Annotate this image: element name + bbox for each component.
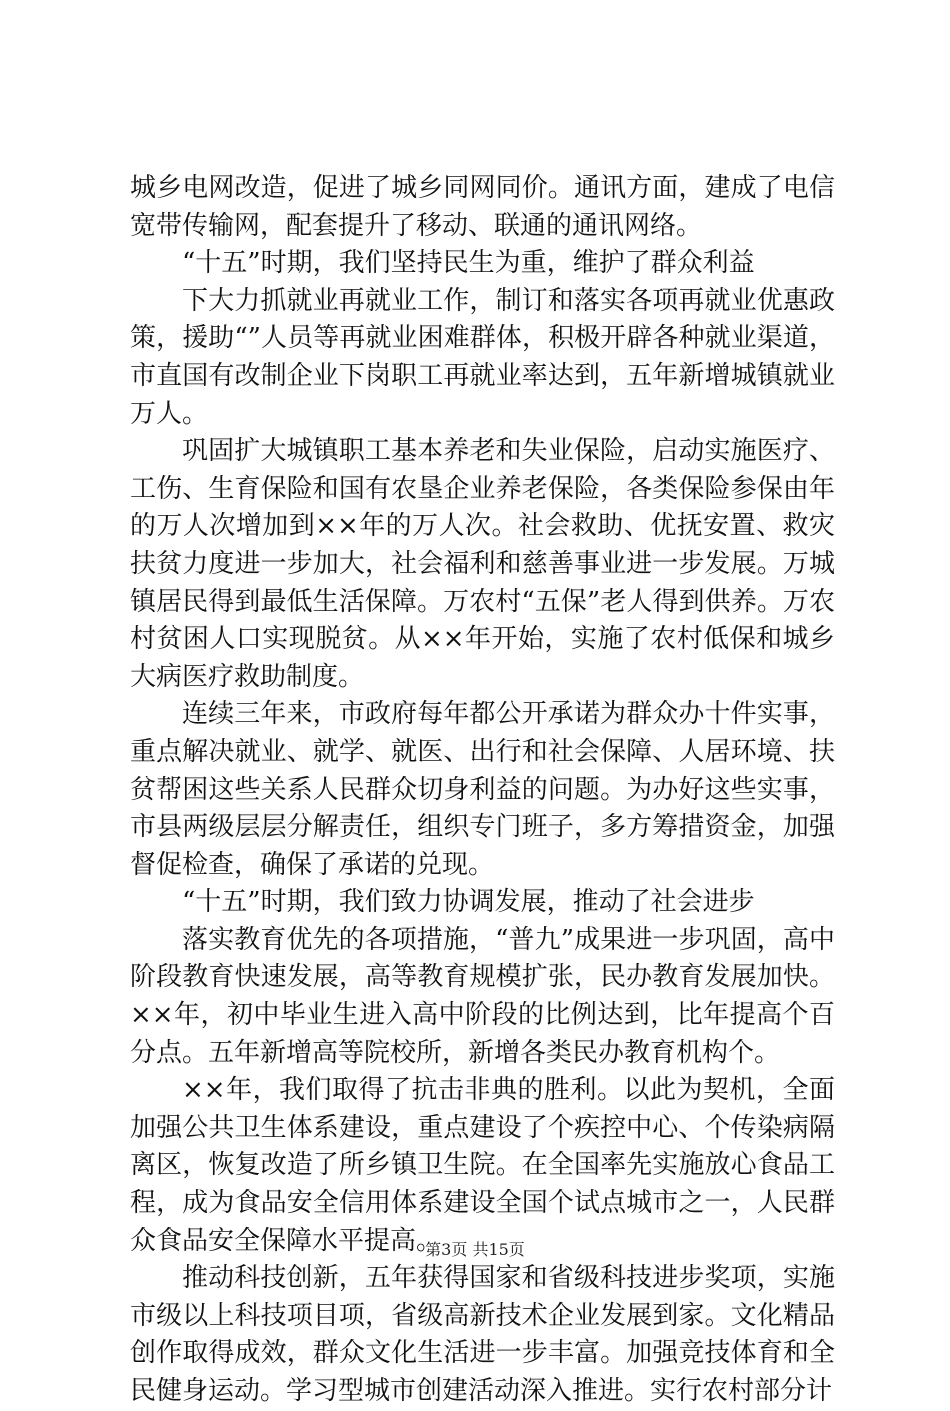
page-footer: 第3页 共15页 <box>425 1240 525 1259</box>
paragraph-education: 落实教育优先的各项措施，“普九”成果进一步巩固，高中阶段教育快速发展，高等教育规模扩张，民办教育发展加快。××年，初中毕业生进入高中阶段的比例达到，比年提高个百分点。五年新增高等院校所，新增各类民办教育机构个。 <box>130 924 835 1068</box>
document-body <box>130 170 835 1411</box>
paragraph-employment: 下大力抓就业再就业工作，制订和落实各项再就业优惠政策，援助“”人员等再就业困难群体，积极开辟各种就业渠道，市直国有改制企业下岗职工再就业率达到，五年新增城镇就业万人。 <box>130 285 835 429</box>
paragraph-public-health: ××年，我们取得了抗击非典的胜利。以此为契机，全面加强公共卫生体系建设，重点建设了个疾控中心、个传染病隔离区，恢复改造了所乡镇卫生院。在全国率先实施放心食品工程，成为食品安全信用体系建设全国个试点城市之一，人民群众食品安全保障水平提高。 <box>130 1075 835 1256</box>
section-heading-social-progress: “十五”时期，我们致力协调发展，推动了社会进步 <box>182 887 755 918</box>
paragraph-insurance: 巩固扩大城镇职工基本养老和失业保险，启动实施医疗、工伤、生育保险和国有农垦企业养老保险，各类保险参保由年的万人次增加到××年的万人次。社会救助、优抚安置、救灾扶贫力度进一步加大，社会福利和慈善事业进一步发展。万城镇居民得到最低生活保障。万农村“五保”老人得到供养。万农村贫困人口实现脱贫。从××年开始，实施了农村低保和城乡大病医疗救助制度。 <box>130 436 835 692</box>
paragraph-science-culture: 推动科技创新，五年获得国家和省级科技进步奖项，实施市级以上科技项目项，省级高新技术企业发展到家。文化精品创作取得成效，群众文化生活进一步丰富。加强竞技体育和全民健身运动。学习型城市创建活动深入推进。实行农村部分计 <box>130 1263 835 1406</box>
paragraph-1: 城乡电网改造，促进了城乡同网同价。通讯方面，建成了电信宽带传输网，配套提升了移动、联通的通讯网络。 <box>130 173 835 241</box>
paragraph-public-commitments: 连续三年来，市政府每年都公开承诺为群众办十件实事，重点解决就业、就学、就医、出行和社会保障、人居环境、扶贫帮困这些关系人民群众切身利益的问题。为办好这些实事，市县两级层层分解责任，组织专门班子，多方筹措资金，加强督促检查，确保了承诺的兑现。 <box>130 699 835 880</box>
section-heading-livelihood: “十五”时期，我们坚持民生为重，维护了群众利益 <box>182 248 755 279</box>
